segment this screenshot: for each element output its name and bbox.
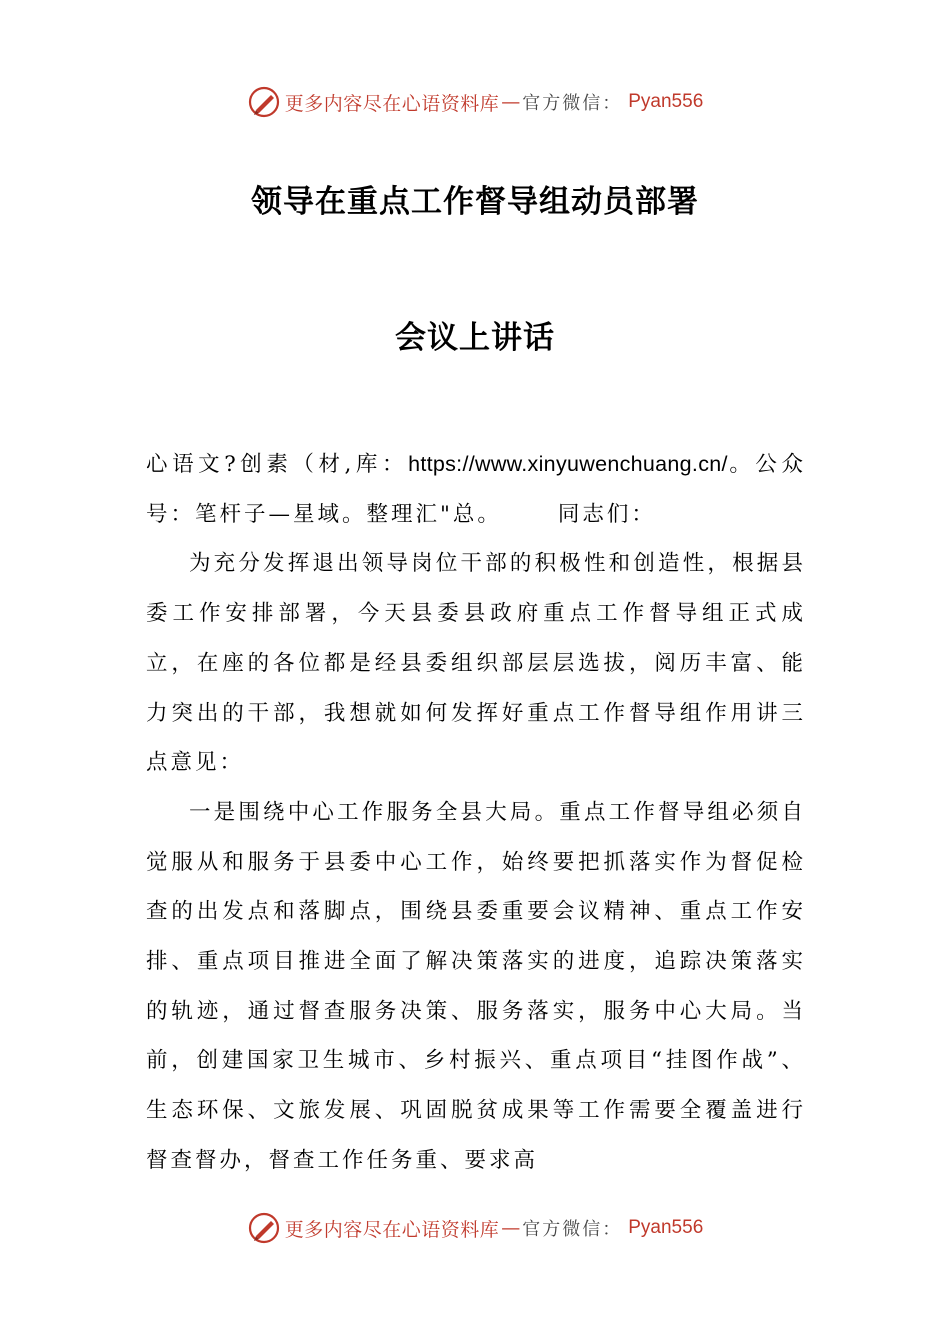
wechat-label: 官方微信：: [522, 1219, 623, 1240]
wechat-label: 官方微信：: [522, 93, 623, 114]
paragraph-1: 为充分发挥退出领导岗位干部的积极性和创造性，根据县委工作安排部署，今天县委县政府重点工作督导组正式成立，在座的各位都是经县委组织部层层选拔，阅历丰富、能力突出的干部，我想就如何发挥好重点工作督导组作用讲三点意见：: [146, 551, 806, 776]
source-line: [146, 440, 806, 539]
pen-logo-icon: [247, 1211, 281, 1245]
source-url: https://www.xinyuwenchuang.cn/: [408, 452, 728, 476]
source-suffix: 。公众号：笔杆子—星域。整理汇"总。: [146, 452, 806, 527]
document-body: [146, 440, 806, 1186]
footer-watermark: [0, 1208, 950, 1248]
watermark-text: 更多内容尽在心语资料库: [284, 92, 500, 115]
title-line-2: 会议上讲话: [395, 320, 555, 356]
watermark-dash: —: [501, 91, 521, 113]
watermark-text: 更多内容尽在心语资料库: [284, 1218, 500, 1241]
wechat-id: Pyan556: [628, 1217, 704, 1238]
pen-logo-icon: [247, 85, 281, 119]
header-watermark: [0, 82, 950, 122]
source-prefix: 心语文?创素（材,库：: [146, 452, 409, 477]
title-line-1: 领导在重点工作督导组动员部署: [251, 184, 699, 220]
greeting: 同志们：: [557, 501, 656, 527]
watermark-dash: —: [501, 1217, 521, 1239]
wechat-id: Pyan556: [628, 91, 704, 112]
paragraph-2: 一是围绕中心工作服务全县大局。重点工作督导组必须自觉服从和服务于县委中心工作，始终要把抓落实作为督促检查的出发点和落脚点，围绕县委重要会议精神、重点工作安排、重点项目推进全面了解决策落实的进度，追踪决策落实的轨迹，通过督查服务决策、服务落实，服务中心大局。当前，创建国家卫生城市、乡村振兴、重点项目“挂图作战”、生态环保、文旅发展、巩固脱贫成果等工作需要全覆盖进行督查督办，督查工作任务重、要求高: [146, 799, 806, 1173]
